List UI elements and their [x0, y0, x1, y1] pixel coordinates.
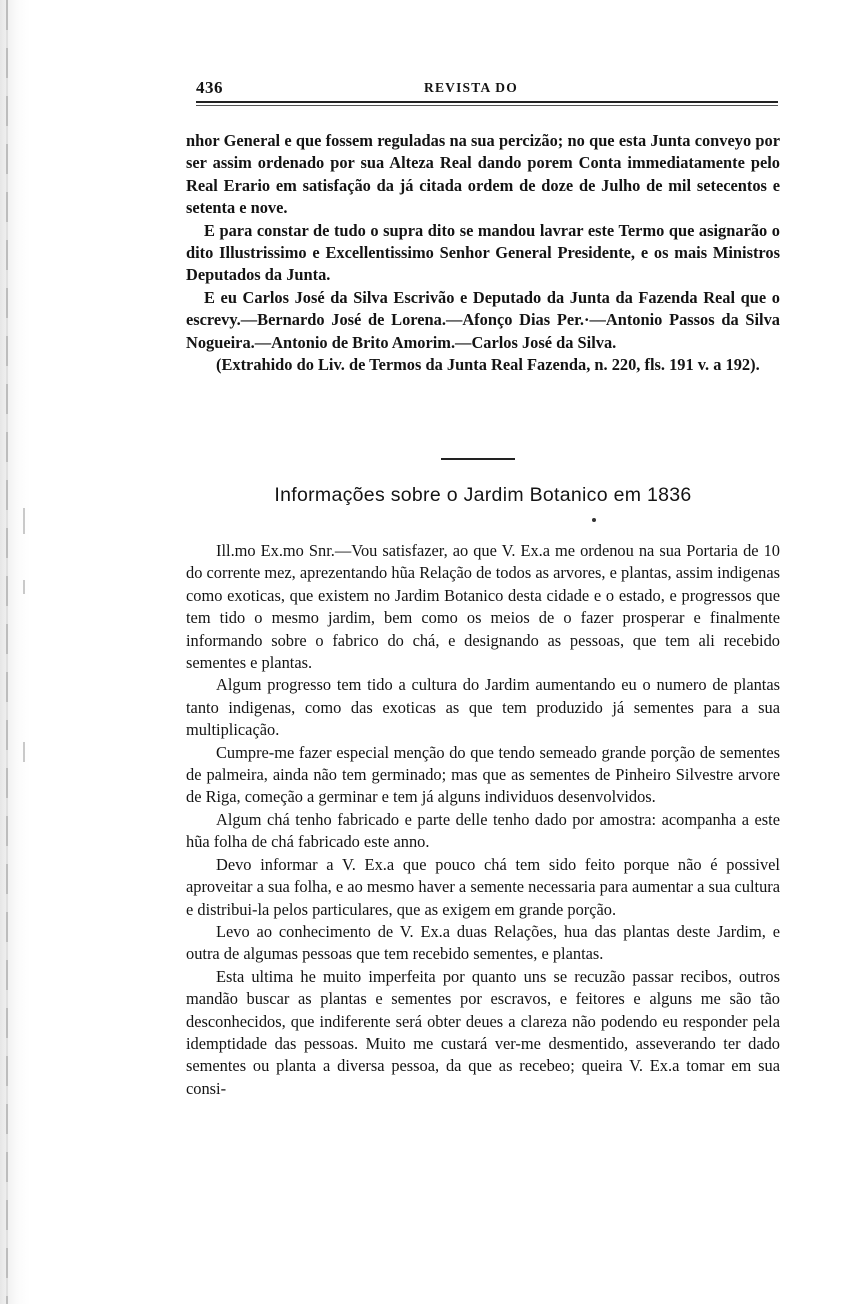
paragraph-garden-progress: Algum progresso tem tido a cultura do Jardim aumentando eu o numero de plantas tanto indigenas, como das exoticas as que tem produzido já sementes para a sua multiplicação. — [186, 675, 780, 740]
paragraph-tea-sample: Algum chá tenho fabricado e parte delle tenho dado por amostra: acompanha a este hũa folha de chá fabricado este anno. — [186, 809, 780, 852]
paragraph-termo-conclusion: nhor General e que fossem reguladas na sua percizão; no que esta Junta conveyo por ser assim ordenado por sua Alteza Real dando porem Conta immediatamente pelo Real Erario em satisfação da já citada ordem de doze de Julho de mil setecentos e setenta e nove. — [186, 131, 780, 218]
paragraph-tea-production: Devo informar a V. Ex.a que pouco chá tem sido feito porque não é possivel aproveitar a sua folha, e ao mesmo haver a semente necessaria para aumentar a sua cultura e distribui-la pelos particulares, que as exigem em grande porção. — [186, 854, 780, 919]
paragraph-relations: Levo ao conhecimento de V. Ex.a duas Relações, hua das plantas deste Jardim, e outra de algumas pessoas que tem recebido sementes, e plantas. — [186, 921, 780, 964]
paragraph-termo-signing: E para constar de tudo o supra dito se mandou lavrar este Termo que asignarão o dito Illustrissimo e Excellentissimo Senhor General Presidente, e os mais Ministros Deputados da Junta. — [186, 220, 780, 285]
section-heading: Informações sobre o Jardim Botanico em 1836 — [274, 484, 692, 506]
page-number: 436 — [196, 78, 223, 97]
running-title: REVISTA DO — [424, 80, 518, 95]
page-header — [196, 76, 778, 100]
paragraph-scribe-signatures: E eu Carlos José da Silva Escrivão e Deputado da Junta da Fazenda Real que o escrevy.—Bernardo José de Lorena.—Afonço Dias Per.·—Antonio Passos da Silva Nogueira.—Antonio de Brito Amorim.—Carlos José da Silva. — [186, 287, 780, 352]
print-speck — [592, 518, 596, 522]
paragraph-letter-opening: Ill.mo Ex.mo Snr.—Vou satisfazer, ao que V. Ex.a me ordenou na sua Portaria de 10 do corrente mez, aprezentando hũa Relação de todos as arvores, e plantas, assim indigenas como exoticas, que existem no Jardim Botanico desta cidade e o estado, e progressos que tem tido o mesmo jardim, bem como os meios de o fazer prosperar e finalmente informando sobre o fabrico do chá, e designando as pessoas, que tem ali recebido sementes e plantas. — [186, 541, 780, 673]
paragraph-recipients-note: Esta ultima he muito imperfeita por quanto uns se recuzão passar recibos, outros mandão buscar as plantas e sementes por escravos, e feitores e alguns me são tão desconhecidos, que indiferente será obter deues a clareza não podendo eu responder pela idemptidade das pessoas. Muito me custará ver-me desmentido, asseverando ter dado sementes ou planta a diversa pessoa, da que as recebeo; queira V. Ex.a tomar em sua consi- — [186, 966, 780, 1098]
margin-speck — [23, 742, 25, 762]
top-section-text — [186, 130, 780, 376]
letter-body — [186, 540, 780, 1100]
paragraph-seed-germination: Cumpre-me fazer especial menção do que tendo semeado grande porção de sementes de palmeira, ainda não tem germinado; mas que as sementes de Pinheiro Silvestre arvore de Riga, começão a germinar e tem já alguns individuos desenvolvidos. — [186, 742, 780, 807]
header-rule — [196, 101, 778, 103]
header-rule-thin — [196, 105, 778, 106]
scan-binding-edge — [0, 0, 30, 1304]
margin-speck — [23, 580, 25, 594]
margin-speck — [23, 508, 25, 534]
section-divider — [441, 458, 515, 460]
paragraph-source-citation: (Extrahido do Liv. de Termos da Junta Real Fazenda, n. 220, fls. 191 v. a 192). — [216, 355, 760, 375]
